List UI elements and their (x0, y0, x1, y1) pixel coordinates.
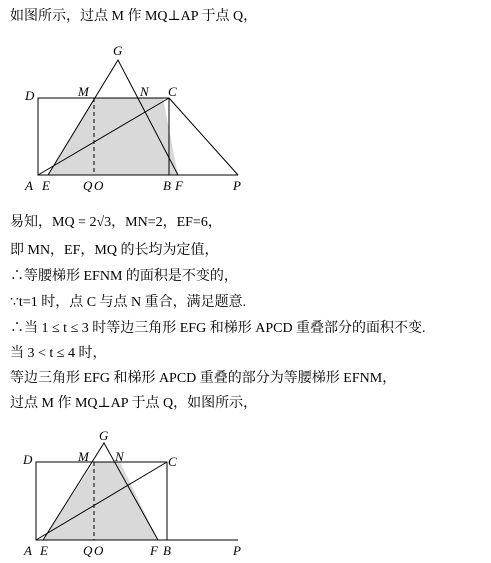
text-line-5: ∵t=1 时，点 C 与点 N 重合，满足题意. (10, 295, 247, 310)
overlap-shade (48, 98, 178, 175)
label-b: B (163, 543, 171, 558)
text-line-3: 即 MN，EF，MQ 的长均为定值， (10, 243, 219, 258)
label-q: Q (83, 543, 93, 558)
text-line-4: ∴等腰梯形 EFNM 的面积是不变的， (10, 269, 238, 284)
label-a: A (24, 543, 32, 558)
label-p: P (233, 543, 241, 558)
figure-1 (0, 38, 491, 238)
label-q: Q (83, 178, 93, 193)
text-line-9: 过点 M 作 MQ⊥AP 于点 Q，如图所示， (10, 396, 258, 411)
label-f: F (150, 543, 158, 558)
label-m: M (78, 449, 89, 464)
overlap-shade (43, 462, 158, 540)
label-n: N (140, 84, 149, 99)
label-a: A (25, 178, 33, 193)
text-line-7: 当 3 < t ≤ 4 时， (10, 346, 107, 361)
text-line-1: 如图所示，过点 M 作 MQ⊥AP 于点 Q， (10, 9, 258, 24)
text-line-2: 易知，MQ = 2√3，MN=2，EF=6， (10, 215, 222, 230)
label-e: E (42, 178, 50, 193)
label-n: N (115, 449, 124, 464)
text-line-8: 等边三角形 EFG 和梯形 APCD 重叠的部分为等腰梯形 EFNM， (10, 371, 397, 386)
label-m: M (78, 84, 89, 99)
figure-2 (0, 420, 491, 560)
label-g: G (113, 43, 123, 58)
label-d: D (23, 452, 33, 467)
text-line-6: ∴当 1 ≤ t ≤ 3 时等边三角形 EFG 和梯形 APCD 重叠部分的面积不变. (10, 321, 426, 336)
label-e: E (40, 543, 48, 558)
label-p: P (233, 178, 241, 193)
line-cp (169, 98, 238, 175)
label-o: O (94, 178, 104, 193)
label-f: F (175, 178, 183, 193)
label-b: B (163, 178, 171, 193)
label-c: C (168, 84, 177, 99)
label-o: O (94, 543, 104, 558)
label-c: C (168, 454, 177, 469)
label-d: D (25, 88, 35, 103)
label-g: G (99, 428, 109, 443)
